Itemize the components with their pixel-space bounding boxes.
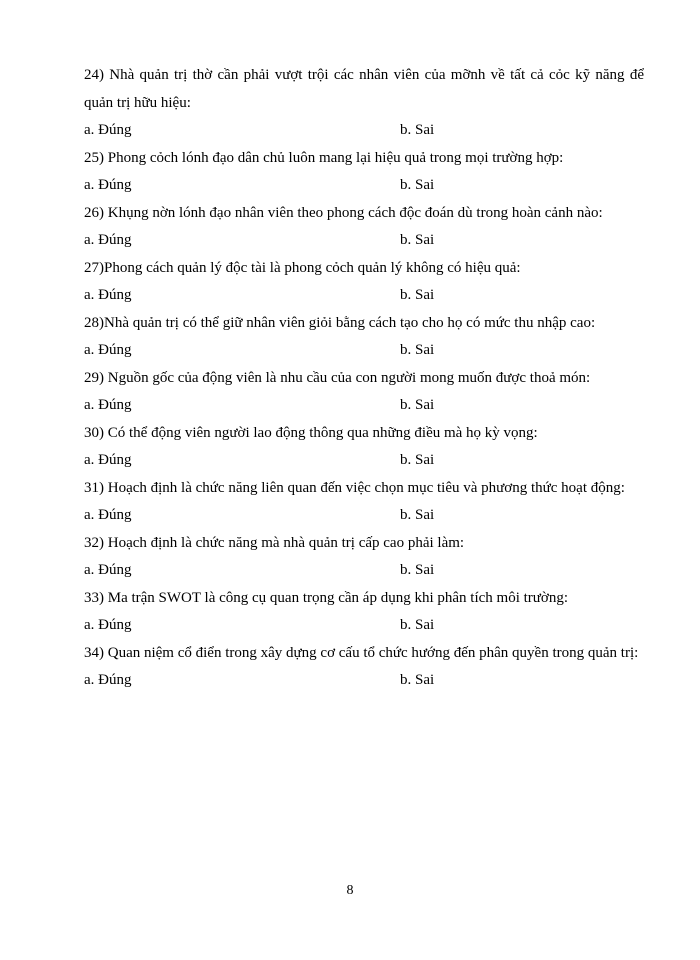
question-text: 31) Hoạch định là chức năng liên quan đến việc chọn mục tiêu và phương thức hoạt động: [84,479,625,496]
option-a: a. Đúng [84,287,132,303]
option-a: a. Đúng [84,617,132,633]
question-list [84,62,644,695]
answer-options [84,282,644,310]
question-text: 34) Quan niệm cổ điển trong xây dựng cơ cấu tổ chức hướng đến phân quyền trong quản trị: [84,644,639,661]
answer-options [84,447,644,475]
option-b: b. Sai [400,562,435,578]
option-b: b. Sai [400,232,435,248]
question-text: 26) Khụng nờn lónh đạo nhân viên theo phong cách độc đoán dù trong hoàn cảnh nào: [84,204,603,221]
question-text: 32) Hoạch định là chức năng mà nhà quản trị cấp cao phải làm: [84,534,465,551]
option-a: a. Đúng [84,562,132,578]
page-number: 8 [346,883,354,898]
option-b: b. Sai [400,617,435,633]
answer-options [84,612,644,640]
answer-options [84,337,644,365]
option-a: a. Đúng [84,232,132,248]
option-a: a. Đúng [84,397,132,413]
option-b: b. Sai [400,177,435,193]
question-text: 25) Phong cỏch lónh đạo dân chủ luôn mang lại hiệu quả trong mọi trường hợp: [84,149,564,166]
option-a: a. Đúng [84,452,132,468]
question-text: 24) Nhà quản trị thờ cần phải vượt trội các nhân viên của mỡnh về tất cả cỏc kỹ năng để quản trị hữu hiệu: [84,67,644,111]
option-b: b. Sai [400,672,435,688]
question-text: 29) Nguồn gốc của động viên là nhu cầu của con người mong muốn được thoả món: [84,369,591,386]
option-b: b. Sai [400,122,435,138]
option-b: b. Sai [400,397,435,413]
answer-options [84,502,644,530]
question-text: 33) Ma trận SWOT là công cụ quan trọng cần áp dụng khi phân tích môi trường: [84,589,569,606]
answer-options [84,227,644,255]
answer-options [84,172,644,200]
option-a: a. Đúng [84,672,132,688]
option-a: a. Đúng [84,122,132,138]
question-text: 30) Có thể động viên người lao động thông qua những điều mà họ kỳ vọng: [84,424,538,441]
option-b: b. Sai [400,342,435,358]
question-text: 28)Nhà quản trị có thể giữ nhân viên giỏi bằng cách tạo cho họ có mức thu nhập cao: [84,314,596,331]
answer-options [84,667,644,695]
option-b: b. Sai [400,287,435,303]
answer-options [84,117,644,145]
answer-options [84,557,644,585]
option-b: b. Sai [400,507,435,523]
option-a: a. Đúng [84,507,132,523]
option-a: a. Đúng [84,177,132,193]
option-a: a. Đúng [84,342,132,358]
answer-options [84,392,644,420]
question-text: 27)Phong cách quản lý độc tài là phong cỏch quản lý không có hiệu quả: [84,259,521,276]
option-b: b. Sai [400,452,435,468]
